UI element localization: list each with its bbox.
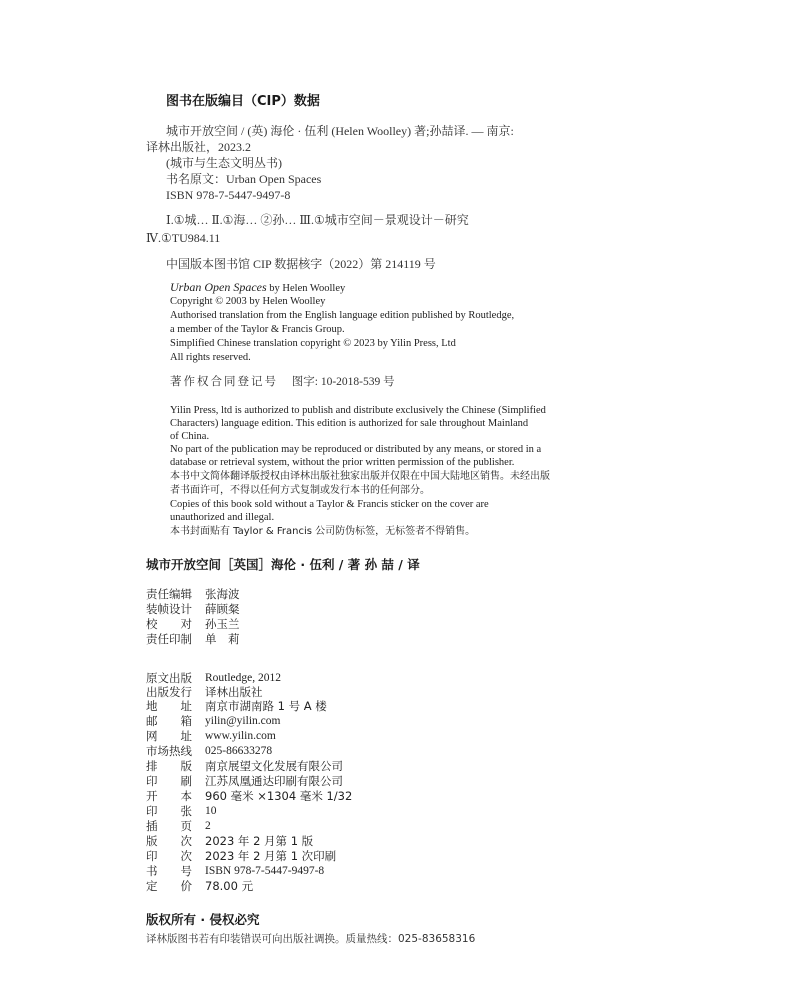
detail-label: 网 址 bbox=[146, 729, 192, 743]
detail-value: 译林出版社 bbox=[205, 685, 263, 699]
detail-label: 开 本 bbox=[146, 789, 192, 803]
staff-value: 单 莉 bbox=[205, 632, 240, 646]
cip-line-2: 译林出版社，2023.2 bbox=[146, 140, 252, 154]
detail-label: 印 张 bbox=[146, 804, 192, 818]
staff-label: 责任编辑 bbox=[146, 587, 192, 601]
cip-line-1: 城市开放空间 / (英) 海伦 · 伍利 (Helen Woolley) 著;孙喆译. — 南京: bbox=[166, 124, 514, 138]
staff-label: 责任印制 bbox=[146, 632, 192, 646]
detail-value: ISBN 978-7-5447-9497-8 bbox=[205, 865, 325, 877]
detail-label: 市场热线 bbox=[146, 744, 192, 758]
detail-label: 印 次 bbox=[146, 849, 192, 863]
detail-value: 南京展望文化发展有限公司 bbox=[205, 759, 343, 773]
detail-value: Routledge, 2012 bbox=[205, 672, 282, 684]
detail-value: 2023 年 2 月第 1 版 bbox=[205, 834, 314, 848]
credit-copyright: Copyright © 2003 by Helen Woolley bbox=[170, 296, 326, 307]
notice-en-3: of China. bbox=[170, 431, 210, 442]
notice-zh-2: 者书面许可，不得以任何方式复制或发行本书的任何部分。 bbox=[170, 485, 430, 496]
detail-label: 书 号 bbox=[146, 864, 192, 878]
registration-label: 著作权合同登记号 bbox=[170, 376, 278, 388]
detail-label: 地 址 bbox=[146, 699, 192, 713]
cip-series: (城市与生态文明丛书) bbox=[166, 156, 282, 170]
staff-value: 薛顾粲 bbox=[205, 602, 240, 616]
detail-label: 邮 箱 bbox=[146, 714, 192, 728]
credit-authorised-2: a member of the Taylor & Francis Group. bbox=[170, 324, 345, 335]
detail-label: 版 次 bbox=[146, 834, 192, 848]
book-heading: 城市开放空间［英国］海伦 · 伍利 / 著 孙 喆 / 译 bbox=[146, 557, 420, 572]
detail-value: yilin@yilin.com bbox=[205, 715, 281, 727]
cip-title: 图书在版编目（CIP）数据 bbox=[166, 94, 320, 109]
detail-label: 排 版 bbox=[146, 759, 192, 773]
credit-simplified-copyright: Simplified Chinese translation copyright © 2023 by Yilin Press, Ltd bbox=[170, 338, 456, 349]
credit-rights: All rights reserved. bbox=[170, 352, 251, 363]
detail-value: 960 毫米 ×1304 毫米 1/32 bbox=[205, 789, 353, 803]
staff-value: 张海波 bbox=[205, 587, 240, 601]
registration-value: 图字: 10-2018-539 号 bbox=[291, 376, 395, 388]
original-author: by Helen Woolley bbox=[269, 283, 346, 294]
detail-label: 原文出版 bbox=[146, 671, 192, 685]
detail-label: 印 刷 bbox=[146, 774, 192, 788]
quality-hotline-footer: 译林版图书若有印装错误可向出版社调换。质量热线：025-83658316 bbox=[146, 933, 476, 945]
detail-value: www.yilin.com bbox=[205, 730, 276, 742]
notice-zh-3: 本书封面贴有 Taylor & Francis 公司防伪标签，无标签者不得销售。 bbox=[170, 526, 476, 537]
detail-value: 南京市湖南路 1 号 A 楼 bbox=[205, 699, 327, 713]
detail-label: 插 页 bbox=[146, 819, 192, 833]
staff-label: 校 对 bbox=[146, 617, 192, 631]
detail-value: 025-86633278 bbox=[205, 745, 273, 757]
staff-value: 孙玉兰 bbox=[205, 617, 240, 631]
cip-original-title: 书名原文：Urban Open Spaces bbox=[166, 172, 322, 186]
detail-value: 10 bbox=[205, 805, 217, 817]
notice-en-5: database or retrieval system, without the prior written permission of the publisher. bbox=[170, 457, 515, 468]
notice-en-4: No part of the publication may be reproduced or distributed by any means, or stored in a bbox=[170, 444, 542, 455]
contract-registration bbox=[170, 377, 395, 389]
cip-classification-code: Ⅳ.①TU984.11 bbox=[146, 231, 221, 245]
detail-value: 2023 年 2 月第 1 次印刷 bbox=[205, 849, 337, 863]
detail-value: 78.00 元 bbox=[205, 879, 254, 893]
detail-label: 定 价 bbox=[146, 879, 192, 893]
detail-value: 2 bbox=[205, 820, 211, 832]
notice-zh-1: 本书中文简体翻译版授权由译林出版社独家出版并仅限在中国大陆地区销售。未经出版 bbox=[170, 471, 550, 482]
copyright-notice: 版权所有 · 侵权必究 bbox=[146, 912, 260, 927]
original-title: Urban Open Spaces bbox=[170, 280, 267, 294]
detail-label: 出版发行 bbox=[146, 685, 192, 699]
cip-approval-number: 中国版本图书馆 CIP 数据核字（2022）第 214119 号 bbox=[166, 257, 436, 271]
credit-authorised-1: Authorised translation from the English language edition published by Routledge, bbox=[170, 310, 515, 321]
credit-title-line bbox=[170, 281, 345, 295]
cip-isbn: ISBN 978-7-5447-9497-8 bbox=[166, 188, 291, 202]
notice-en-2: Characters) language edition. This edition is authorized for sale throughout Mainland bbox=[170, 418, 529, 429]
cip-classification: Ⅰ.①城… Ⅱ.①海… ②孙… Ⅲ.①城市空间－景观设计－研究 bbox=[166, 213, 469, 227]
notice-en-6: Copies of this book sold without a Taylor & Francis sticker on the cover are bbox=[170, 499, 489, 510]
staff-label: 装帧设计 bbox=[146, 602, 192, 616]
notice-en-1: Yilin Press, ltd is authorized to publish and distribute exclusively the Chinese (Simplified bbox=[170, 405, 546, 416]
detail-value: 江苏凤凰通达印刷有限公司 bbox=[205, 774, 343, 788]
notice-en-7: unauthorized and illegal. bbox=[170, 512, 275, 523]
